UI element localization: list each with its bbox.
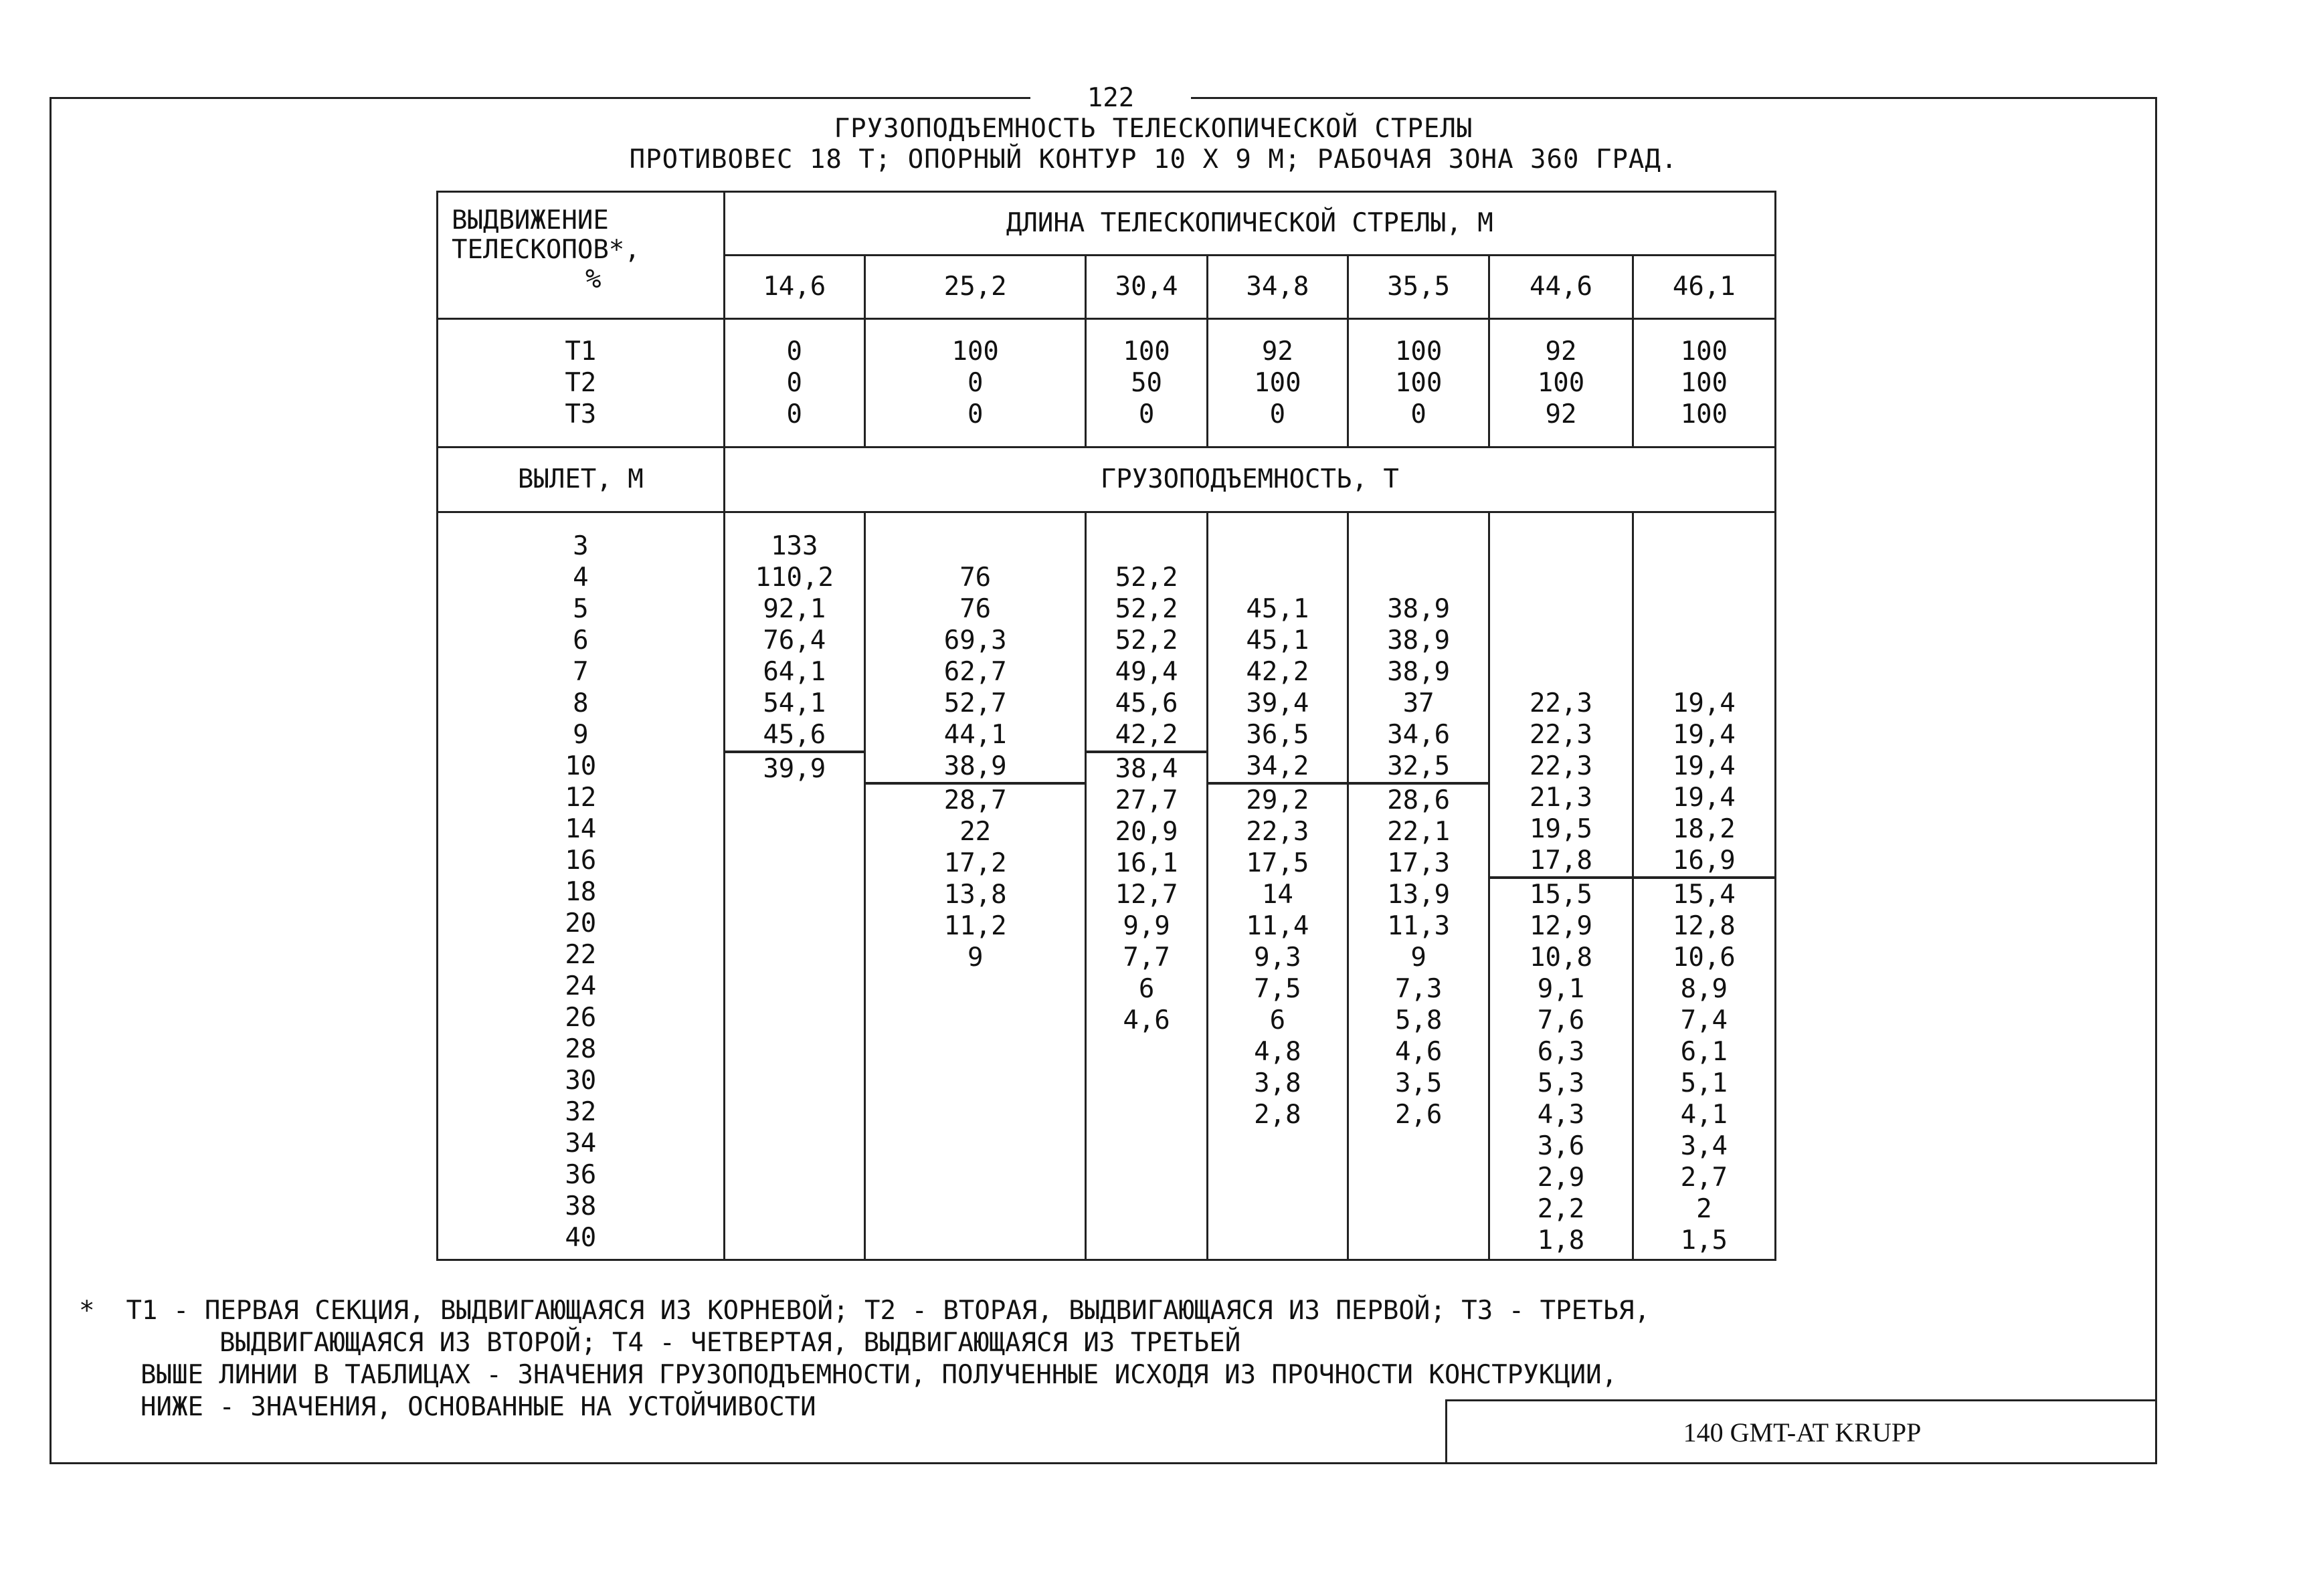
capacity-value: 34,2 bbox=[1208, 751, 1347, 785]
capacity-value bbox=[1208, 562, 1347, 593]
capacity-value: 38,4 bbox=[1115, 754, 1178, 784]
capacity-value: 3,4 bbox=[1680, 1131, 1728, 1161]
radius-value: 28 bbox=[565, 1034, 597, 1064]
radius-value: 12 bbox=[565, 783, 597, 813]
capacity-value: 11,4 bbox=[1246, 911, 1309, 941]
capacity-value: 12,9 bbox=[1530, 911, 1592, 941]
capacity-value bbox=[1490, 656, 1631, 688]
capacity-value: 69,3 bbox=[943, 625, 1007, 656]
capacity-value bbox=[1208, 530, 1347, 562]
capacity-value: 22,3 bbox=[1246, 817, 1309, 847]
capacity-value: 17,3 bbox=[1387, 848, 1451, 878]
capacity-value bbox=[725, 1036, 864, 1068]
telescope-extension-cell bbox=[1086, 319, 1207, 447]
telescope-value: 0 bbox=[967, 399, 984, 429]
capacity-value: 5,3 bbox=[1537, 1068, 1585, 1098]
radius-value: 32 bbox=[565, 1097, 597, 1127]
capacity-value: 11,2 bbox=[943, 911, 1007, 941]
capacity-value: 44,1 bbox=[943, 720, 1007, 750]
capacity-value bbox=[866, 1005, 1085, 1036]
capacity-value: 6 bbox=[1138, 974, 1155, 1004]
capacity-value bbox=[725, 1225, 864, 1256]
capacity-value: 3,5 bbox=[1394, 1068, 1443, 1098]
radius-value: 9 bbox=[573, 720, 589, 750]
capacity-value: 17,8 bbox=[1490, 845, 1631, 879]
radius-value: 34 bbox=[565, 1128, 597, 1159]
radius-value: 14 bbox=[565, 814, 597, 844]
capacity-value bbox=[1208, 1162, 1347, 1193]
capacity-column bbox=[1348, 512, 1489, 1260]
capacity-value: 4,6 bbox=[1394, 1037, 1443, 1067]
radius-value: 40 bbox=[565, 1223, 597, 1253]
capacity-value bbox=[866, 1162, 1085, 1193]
telescope-label: Т1 bbox=[565, 336, 597, 367]
capacity-value: 4,1 bbox=[1680, 1100, 1728, 1130]
capacity-value bbox=[1349, 1162, 1488, 1193]
capacity-value: 2 bbox=[1696, 1194, 1712, 1224]
capacity-value: 52,2 bbox=[1115, 625, 1178, 656]
telescope-value: 100 bbox=[1680, 368, 1728, 398]
capacity-value: 62,7 bbox=[943, 657, 1007, 687]
extension-header-line: ВЫДВИЖЕНИЕ bbox=[452, 205, 609, 235]
capacity-value: 9 bbox=[1410, 942, 1426, 973]
capacity-value: 6,3 bbox=[1537, 1037, 1585, 1067]
capacity-value: 34,6 bbox=[1387, 720, 1451, 750]
telescope-value: 0 bbox=[967, 368, 984, 398]
capacity-value: 16,9 bbox=[1634, 845, 1774, 879]
capacity-value: 1,5 bbox=[1680, 1225, 1728, 1256]
boom-length-cell: 35,5 bbox=[1348, 256, 1489, 319]
capacity-value bbox=[1490, 593, 1631, 625]
telescope-extension-cell bbox=[864, 319, 1085, 447]
capacity-value: 22,3 bbox=[1530, 688, 1592, 718]
telescope-value: 0 bbox=[1269, 399, 1286, 429]
capacity-value bbox=[1087, 1036, 1206, 1068]
capacity-value: 9,3 bbox=[1254, 942, 1301, 973]
capacity-value: 76,4 bbox=[763, 625, 826, 656]
capacity-value: 38,9 bbox=[1387, 625, 1451, 656]
capacity-value: 7,5 bbox=[1254, 974, 1301, 1004]
capacity-value bbox=[1087, 1068, 1206, 1099]
telescope-extension-cell bbox=[1207, 319, 1348, 447]
telescope-value: 100 bbox=[1537, 368, 1585, 398]
capacity-value bbox=[866, 1068, 1085, 1099]
capacity-value bbox=[1208, 1130, 1347, 1162]
boom-length-cell: 30,4 bbox=[1086, 256, 1207, 319]
capacity-value: 110,2 bbox=[755, 563, 834, 593]
capacity-value bbox=[1634, 656, 1774, 688]
radius-value: 6 bbox=[573, 625, 589, 656]
capacity-value bbox=[1349, 1130, 1488, 1162]
capacity-value bbox=[1490, 530, 1631, 562]
capacity-value bbox=[866, 1099, 1085, 1130]
capacity-value bbox=[725, 1068, 864, 1099]
radius-value: 3 bbox=[573, 531, 589, 561]
capacity-value: 64,1 bbox=[763, 657, 826, 687]
capacity-value: 27,7 bbox=[1115, 785, 1178, 815]
radius-value: 30 bbox=[565, 1066, 597, 1096]
radius-value: 5 bbox=[573, 594, 589, 624]
footnote-line: ВЫШЕ ЛИНИИ В ТАБЛИЦАХ - ЗНАЧЕНИЯ ГРУЗОПОДЪЕМНОСТИ, ПОЛУЧЕННЫЕ ИСХОДЯ ИЗ ПРОЧНОСТИ КОНСТРУКЦИИ, bbox=[141, 1360, 1618, 1390]
capacity-value bbox=[1349, 1225, 1488, 1256]
capacity-value: 2,9 bbox=[1537, 1163, 1585, 1193]
capacity-value: 54,1 bbox=[763, 688, 826, 718]
telescope-value: 100 bbox=[1680, 399, 1728, 429]
telescope-value: 100 bbox=[1254, 368, 1301, 398]
capacity-value: 13,9 bbox=[1387, 880, 1451, 910]
telescope-extension-cell bbox=[724, 319, 864, 447]
capacity-value bbox=[1087, 1225, 1206, 1256]
capacity-value bbox=[1349, 1193, 1488, 1225]
capacity-value: 52,2 bbox=[1115, 594, 1178, 624]
capacity-column bbox=[864, 512, 1085, 1260]
capacity-value: 15,4 bbox=[1672, 880, 1736, 910]
capacity-value: 15,5 bbox=[1530, 880, 1592, 910]
capacity-value: 13,8 bbox=[943, 880, 1007, 910]
telescope-value: 0 bbox=[786, 336, 803, 367]
capacity-column bbox=[1633, 512, 1775, 1260]
capacity-value: 2,2 bbox=[1537, 1194, 1585, 1224]
telescope-value: 100 bbox=[1394, 336, 1443, 367]
radius-value: 38 bbox=[565, 1191, 597, 1221]
table-title: ГРУЗОПОДЪЕМНОСТЬ ТЕЛЕСКОПИЧЕСКОЙ СТРЕЛЫ bbox=[834, 114, 1473, 144]
capacity-value: 19,4 bbox=[1672, 688, 1736, 718]
capacity-column bbox=[1489, 512, 1633, 1260]
capacity-value bbox=[1634, 562, 1774, 593]
radius-column bbox=[438, 512, 725, 1260]
radius-value: 26 bbox=[565, 1003, 597, 1033]
capacity-value bbox=[725, 847, 864, 879]
capacity-value: 29,2 bbox=[1246, 785, 1309, 815]
capacity-value: 37 bbox=[1402, 688, 1435, 718]
capacity-value: 76 bbox=[959, 594, 992, 624]
capacity-value: 3,8 bbox=[1254, 1068, 1301, 1098]
capacity-value: 21,3 bbox=[1530, 783, 1592, 813]
boom-length-header: ДЛИНА ТЕЛЕСКОПИЧЕСКОЙ СТРЕЛЫ, М bbox=[724, 192, 1775, 256]
capacity-value: 38,9 bbox=[1387, 657, 1451, 687]
radius-value: 4 bbox=[573, 563, 589, 593]
capacity-value: 5,8 bbox=[1394, 1005, 1443, 1035]
capacity-value bbox=[1087, 1162, 1206, 1193]
capacity-value bbox=[1634, 530, 1774, 562]
capacity-value bbox=[866, 1193, 1085, 1225]
radius-value: 22 bbox=[565, 940, 597, 970]
capacity-value bbox=[1087, 1193, 1206, 1225]
capacity-value bbox=[725, 1005, 864, 1036]
telescope-value: 50 bbox=[1131, 368, 1163, 398]
capacity-value bbox=[725, 816, 864, 847]
telescope-extension-cell bbox=[1489, 319, 1633, 447]
load-chart-table bbox=[436, 191, 1776, 1261]
capacity-value: 45,6 bbox=[1115, 688, 1178, 718]
telescope-extension-cell bbox=[1348, 319, 1489, 447]
capacity-value: 22 bbox=[959, 817, 992, 847]
page-number: 122 bbox=[1030, 82, 1191, 115]
capacity-value bbox=[1634, 625, 1774, 656]
telescope-value: 92 bbox=[1545, 399, 1577, 429]
capacity-value: 7,4 bbox=[1680, 1005, 1728, 1035]
telescope-value: 100 bbox=[1123, 336, 1170, 367]
telescope-value: 0 bbox=[1410, 399, 1426, 429]
capacity-value: 49,4 bbox=[1115, 657, 1178, 687]
extension-header-line: % bbox=[585, 264, 602, 294]
telescope-labels-cell bbox=[438, 319, 725, 447]
capacity-value: 11,3 bbox=[1387, 911, 1451, 941]
capacity-value: 7,6 bbox=[1537, 1005, 1585, 1035]
capacity-value bbox=[725, 785, 864, 816]
telescope-label: Т3 bbox=[565, 399, 597, 429]
capacity-value: 28,6 bbox=[1387, 785, 1451, 815]
radius-value: 24 bbox=[565, 971, 597, 1001]
telescope-value: 0 bbox=[786, 368, 803, 398]
capacity-value: 28,7 bbox=[943, 785, 1007, 815]
capacity-value: 17,5 bbox=[1246, 848, 1309, 878]
footnote-line: * Т1 - ПЕРВАЯ СЕКЦИЯ, ВЫДВИГАЮЩАЯСЯ ИЗ КОРНЕВОЙ; Т2 - ВТОРАЯ, ВЫДВИГАЮЩАЯСЯ ИЗ ПЕРВОЙ; Т3 - ТРЕТЬЯ, bbox=[79, 1296, 1650, 1326]
capacity-value bbox=[725, 1099, 864, 1130]
capacity-header: ГРУЗОПОДЪЕМНОСТЬ, Т bbox=[724, 447, 1775, 512]
capacity-value: 92,1 bbox=[763, 594, 826, 624]
capacity-value: 1,8 bbox=[1537, 1225, 1585, 1256]
capacity-value: 133 bbox=[771, 531, 818, 561]
capacity-value bbox=[1490, 562, 1631, 593]
capacity-value bbox=[725, 910, 864, 942]
capacity-value: 42,2 bbox=[1087, 719, 1206, 753]
capacity-value: 12,8 bbox=[1672, 911, 1736, 941]
radius-value: 7 bbox=[573, 657, 589, 687]
capacity-value bbox=[1087, 1130, 1206, 1162]
radius-value: 8 bbox=[573, 688, 589, 718]
capacity-value: 8,9 bbox=[1680, 974, 1728, 1004]
capacity-value: 2,7 bbox=[1680, 1163, 1728, 1193]
capacity-value: 20,9 bbox=[1115, 817, 1178, 847]
telescope-value: 0 bbox=[786, 399, 803, 429]
capacity-value: 9,9 bbox=[1123, 911, 1170, 941]
capacity-value: 18,2 bbox=[1672, 814, 1736, 844]
capacity-value: 4,6 bbox=[1123, 1005, 1170, 1035]
capacity-value: 16,1 bbox=[1115, 848, 1178, 878]
capacity-value: 19,5 bbox=[1530, 814, 1592, 844]
boom-length-cell: 44,6 bbox=[1489, 256, 1633, 319]
capacity-value: 76 bbox=[959, 563, 992, 593]
capacity-value: 4,3 bbox=[1537, 1100, 1585, 1130]
capacity-value bbox=[725, 879, 864, 910]
model-label: 140 GMT-AT KRUPP bbox=[1445, 1399, 2157, 1464]
capacity-value bbox=[1208, 1193, 1347, 1225]
footnote-line: ВЫДВИГАЮЩАЯСЯ ИЗ ВТОРОЙ; Т4 - ЧЕТВЕРТАЯ, ВЫДВИГАЮЩАЯСЯ ИЗ ТРЕТЬЕЙ bbox=[219, 1328, 1241, 1358]
telescope-value: 100 bbox=[1394, 368, 1443, 398]
capacity-value: 6 bbox=[1269, 1005, 1286, 1035]
capacity-value: 10,6 bbox=[1672, 942, 1736, 973]
capacity-value: 19,4 bbox=[1672, 751, 1736, 781]
capacity-value: 9 bbox=[967, 942, 984, 973]
capacity-value bbox=[1349, 562, 1488, 593]
extension-header-line: ТЕЛЕСКОПОВ*, bbox=[452, 235, 640, 265]
boom-length-cell: 34,8 bbox=[1207, 256, 1348, 319]
capacity-value: 22,3 bbox=[1530, 720, 1592, 750]
capacity-column bbox=[1086, 512, 1207, 1260]
capacity-value: 22,1 bbox=[1387, 817, 1451, 847]
capacity-value: 22,3 bbox=[1530, 751, 1592, 781]
capacity-value: 10,8 bbox=[1530, 942, 1592, 973]
telescope-value: 92 bbox=[1545, 336, 1577, 367]
capacity-value: 19,4 bbox=[1672, 783, 1736, 813]
telescope-value: 100 bbox=[1680, 336, 1728, 367]
capacity-value: 2,6 bbox=[1394, 1100, 1443, 1130]
capacity-value: 19,4 bbox=[1672, 720, 1736, 750]
capacity-value: 39,9 bbox=[763, 754, 826, 784]
extension-header bbox=[438, 192, 725, 319]
capacity-value bbox=[725, 1130, 864, 1162]
telescope-label: Т2 bbox=[565, 368, 597, 398]
telescope-value: 100 bbox=[951, 336, 999, 367]
capacity-value: 38,9 bbox=[1387, 594, 1451, 624]
capacity-column bbox=[724, 512, 864, 1260]
capacity-value bbox=[725, 1162, 864, 1193]
radius-value: 20 bbox=[565, 908, 597, 938]
capacity-value bbox=[1208, 1225, 1347, 1256]
radius-header: ВЫЛЕТ, М bbox=[438, 447, 725, 512]
capacity-value bbox=[725, 942, 864, 973]
radius-value: 36 bbox=[565, 1160, 597, 1190]
capacity-value: 12,7 bbox=[1115, 880, 1178, 910]
capacity-value: 45,1 bbox=[1246, 625, 1309, 656]
capacity-value: 5,1 bbox=[1680, 1068, 1728, 1098]
capacity-value bbox=[725, 973, 864, 1005]
capacity-value: 38,9 bbox=[866, 751, 1085, 785]
capacity-value: 7,7 bbox=[1123, 942, 1170, 973]
boom-length-cell: 14,6 bbox=[724, 256, 864, 319]
capacity-column bbox=[1207, 512, 1348, 1260]
radius-value: 10 bbox=[565, 751, 597, 781]
capacity-value bbox=[866, 1130, 1085, 1162]
capacity-value bbox=[1349, 530, 1488, 562]
capacity-value: 52,2 bbox=[1115, 563, 1178, 593]
telescope-extension-cell bbox=[1633, 319, 1775, 447]
capacity-value bbox=[866, 530, 1085, 562]
capacity-value bbox=[866, 973, 1085, 1005]
capacity-value: 36,5 bbox=[1246, 720, 1309, 750]
radius-value: 16 bbox=[565, 845, 597, 876]
capacity-value: 52,7 bbox=[943, 688, 1007, 718]
capacity-value bbox=[1087, 1099, 1206, 1130]
capacity-value: 17,2 bbox=[943, 848, 1007, 878]
capacity-value: 45,6 bbox=[725, 719, 864, 753]
telescope-value: 92 bbox=[1261, 336, 1293, 367]
boom-length-cell: 25,2 bbox=[864, 256, 1085, 319]
capacity-value: 45,1 bbox=[1246, 594, 1309, 624]
capacity-value: 32,5 bbox=[1349, 751, 1488, 785]
boom-length-cell: 46,1 bbox=[1633, 256, 1775, 319]
capacity-value: 6,1 bbox=[1680, 1037, 1728, 1067]
capacity-value: 42,2 bbox=[1246, 657, 1309, 687]
capacity-value bbox=[866, 1036, 1085, 1068]
table-subtitle: ПРОТИВОВЕС 18 Т; ОПОРНЫЙ КОНТУР 10 Х 9 М; РАБОЧАЯ ЗОНА 360 ГРАД. bbox=[629, 144, 1678, 175]
footnote-line: НИЖЕ - ЗНАЧЕНИЯ, ОСНОВАННЫЕ НА УСТОЙЧИВОСТИ bbox=[141, 1392, 816, 1422]
capacity-value bbox=[1087, 530, 1206, 562]
capacity-value: 4,8 bbox=[1254, 1037, 1301, 1067]
capacity-value bbox=[866, 1225, 1085, 1256]
capacity-value: 7,3 bbox=[1394, 974, 1443, 1004]
capacity-value: 3,6 bbox=[1537, 1131, 1585, 1161]
capacity-value bbox=[1490, 625, 1631, 656]
capacity-value bbox=[725, 1193, 864, 1225]
radius-value: 18 bbox=[565, 877, 597, 907]
capacity-value: 14 bbox=[1261, 880, 1293, 910]
capacity-value: 39,4 bbox=[1246, 688, 1309, 718]
telescope-value: 0 bbox=[1138, 399, 1155, 429]
capacity-value: 2,8 bbox=[1254, 1100, 1301, 1130]
capacity-value: 9,1 bbox=[1537, 974, 1585, 1004]
capacity-value bbox=[1634, 593, 1774, 625]
